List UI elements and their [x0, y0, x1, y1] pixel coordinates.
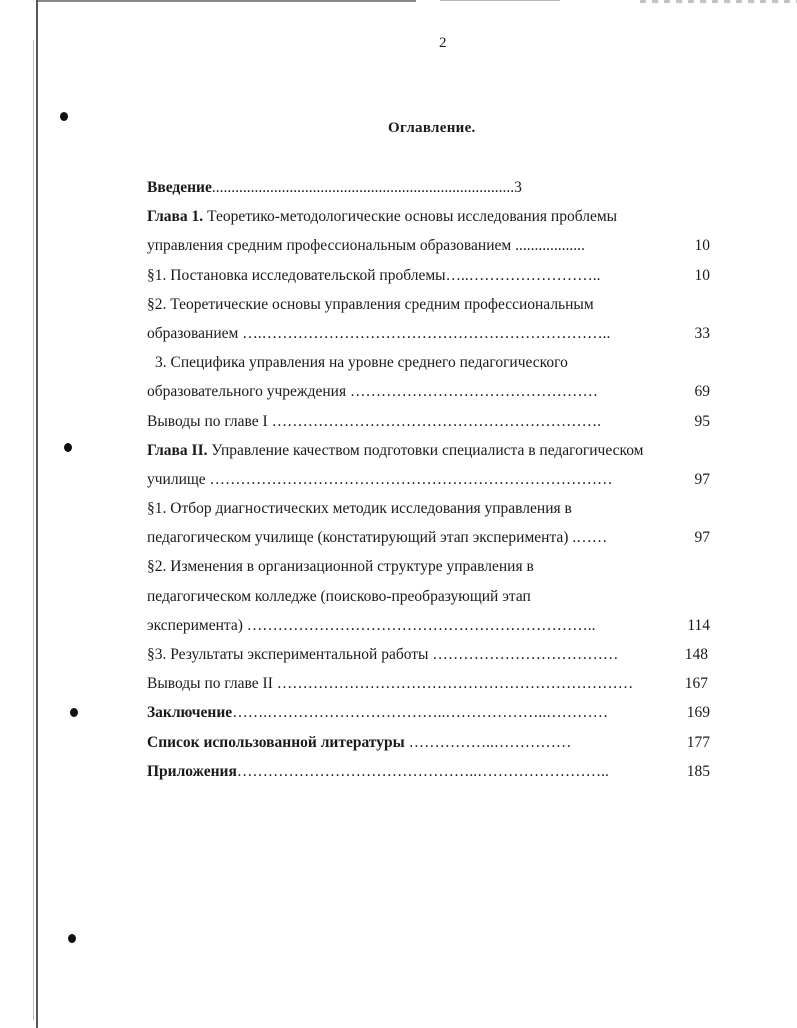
toc-line	[147, 173, 727, 202]
toc-text: ……………..……………	[404, 733, 572, 751]
toc-line	[147, 523, 727, 552]
scan-edge-left	[36, 0, 38, 1028]
toc-text: эксперимента) …………………………………………………………..	[147, 616, 596, 634]
toc-page: 10	[694, 237, 710, 255]
toc-bold: Глава II.	[147, 441, 208, 459]
scan-edge-top-mid	[440, 0, 560, 1]
toc-text: педагогическом колледже (поисково-преобразующий этап	[147, 587, 531, 605]
toc-text: …….……………………………..………………..…………	[232, 704, 609, 722]
toc-line	[147, 436, 727, 465]
toc-text: 3. Специфика управления на уровне среднего педагогического	[155, 354, 568, 372]
toc-line	[147, 465, 727, 494]
table-of-contents	[147, 173, 727, 786]
toc-text: училище ……………………………………………………………………	[147, 470, 613, 488]
toc-text: §3. Результаты экспериментальной работы ………………………………	[147, 646, 619, 663]
scan-edge-top-right	[640, 0, 797, 3]
toc-page: 97	[694, 470, 710, 488]
toc-text: Выводы по главе II ……………………………………………………………	[147, 675, 634, 693]
toc-text: §1. Отбор диагностических методик исследования управления в	[147, 500, 572, 518]
toc-text: ………………………………………..……………………..	[236, 762, 609, 780]
toc-page: 148	[684, 646, 708, 663]
toc-text: Теоретико-методологические основы исследования проблемы	[203, 208, 618, 226]
toc-page: 69	[694, 383, 710, 401]
toc-line	[147, 728, 727, 757]
toc-page: 33	[694, 324, 710, 342]
toc-line	[147, 669, 727, 698]
toc-line	[147, 202, 727, 231]
toc-page: 95	[694, 412, 710, 430]
toc-text: педагогическом училище (констатирующий этап эксперимента) .……	[147, 529, 608, 547]
toc-page: 185	[686, 762, 710, 780]
toc-line	[147, 231, 727, 260]
toc-line	[147, 348, 727, 377]
toc-page: 169	[686, 704, 710, 722]
toc-text: §1. Постановка исследовательской проблемы…..……………………..	[147, 266, 601, 284]
toc-bold: Приложения	[147, 762, 237, 780]
punch-hole-mark	[64, 443, 72, 452]
toc-line	[147, 757, 727, 786]
toc-text: ..............................................................................3	[211, 179, 522, 196]
toc-line	[147, 640, 727, 669]
toc-bold: Заключение	[147, 704, 233, 722]
punch-hole-mark	[60, 112, 68, 121]
toc-bold: Введение	[147, 179, 212, 196]
toc-line	[147, 290, 727, 319]
toc-text: §2. Изменения в организационной структуре управления в	[147, 558, 534, 576]
toc-text: Управление качеством подготовки специалиста в педагогическом	[207, 441, 644, 459]
toc-line	[147, 611, 727, 640]
toc-line	[147, 377, 727, 406]
toc-line	[147, 582, 727, 611]
toc-bold: Глава 1.	[147, 208, 204, 226]
punch-hole-mark	[70, 708, 78, 717]
toc-line	[147, 494, 727, 523]
toc-text: управления средним профессиональным образованием ..................	[147, 237, 585, 255]
toc-page: 10	[694, 266, 710, 284]
page-title: Оглавление.	[388, 120, 476, 136]
toc-line	[147, 261, 727, 290]
toc-line	[147, 407, 727, 436]
toc-page: 177	[686, 733, 710, 751]
toc-line	[147, 698, 727, 727]
toc-page: 167	[684, 675, 708, 693]
toc-page: 97	[694, 529, 710, 547]
toc-line	[147, 552, 727, 581]
toc-page: 114	[687, 616, 710, 634]
page-number: 2	[439, 35, 447, 51]
toc-text: образовательного учреждения …………………………………………	[147, 383, 598, 401]
toc-bold: Список использованной литературы	[147, 733, 405, 751]
toc-text: Выводы по главе I ……………………………………………………….	[147, 412, 601, 430]
toc-line	[147, 319, 727, 348]
toc-text: образованием ….…………………………………………………………..	[147, 324, 611, 342]
scan-edge-top	[36, 0, 416, 2]
toc-text: §2. Теоретические основы управления средним профессиональным	[147, 295, 594, 313]
punch-hole-mark	[68, 934, 76, 943]
scan-edge-left-inner	[33, 40, 34, 1020]
